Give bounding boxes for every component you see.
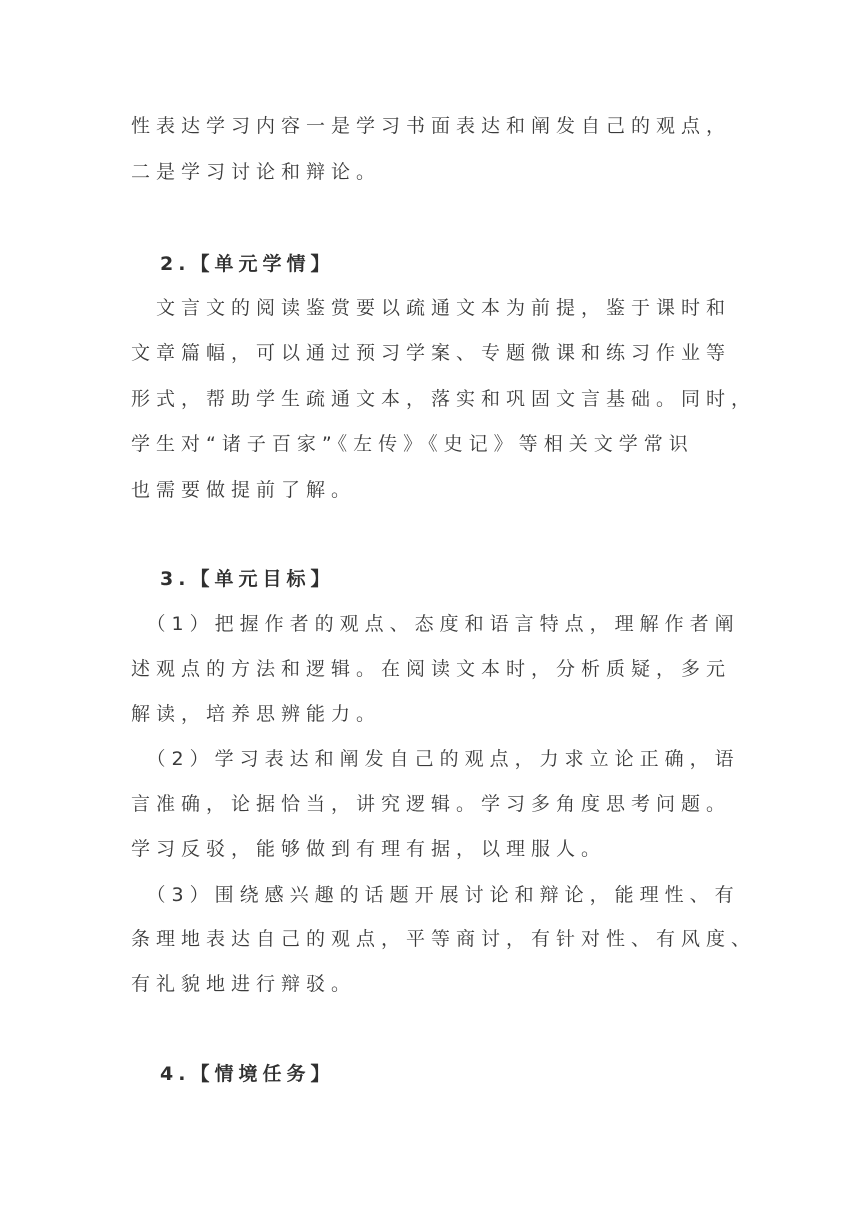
section2-line-1: 文言文的阅读鉴赏要以疏通文本为前提，鉴于课时和 <box>131 297 732 319</box>
section3-line-4: （2）学习表达和阐发自己的观点，力求立论正确，语 <box>131 748 740 770</box>
section2-line-4: 学生对“诸子百家”《左传》《史记》等相关文学常识 <box>131 433 694 455</box>
section3-line-5: 言准确，论据恰当，讲究逻辑。学习多角度思考问题。 <box>131 793 732 815</box>
intro-line-1: 性表达学习内容一是学习书面表达和阐发自己的观点， <box>131 115 732 137</box>
section3-line-8: 条理地表达自己的观点，平等商讨，有针对性、有风度、 <box>131 928 757 950</box>
section3-line-1: （1）把握作者的观点、态度和语言特点，理解作者阐 <box>131 613 740 635</box>
section2-line-2: 文章篇幅，可以通过预习学案、专题微课和练习作业等 <box>131 342 732 364</box>
section3-line-9: 有礼貌地进行辩驳。 <box>131 973 357 995</box>
intro-line-2: 二是学习讨论和辩论。 <box>131 161 382 183</box>
section3-line-3: 解读，培养思辨能力。 <box>131 703 382 725</box>
section2-line-3: 形式，帮助学生疏通文本，落实和巩固文言基础。同时， <box>131 388 757 410</box>
section3-line-2: 述观点的方法和逻辑。在阅读文本时，分析质疑，多元 <box>131 658 732 680</box>
section2-heading: 2.【单元学情】 <box>160 253 335 275</box>
section3-heading: 3.【单元目标】 <box>160 568 335 590</box>
section3-line-7: （3）围绕感兴趣的话题开展讨论和辩论，能理性、有 <box>131 884 740 906</box>
section4-heading: 4.【情境任务】 <box>160 1063 335 1085</box>
section2-line-5: 也需要做提前了解。 <box>131 479 357 501</box>
section3-line-6: 学习反驳，能够做到有理有据，以理服人。 <box>131 838 607 860</box>
